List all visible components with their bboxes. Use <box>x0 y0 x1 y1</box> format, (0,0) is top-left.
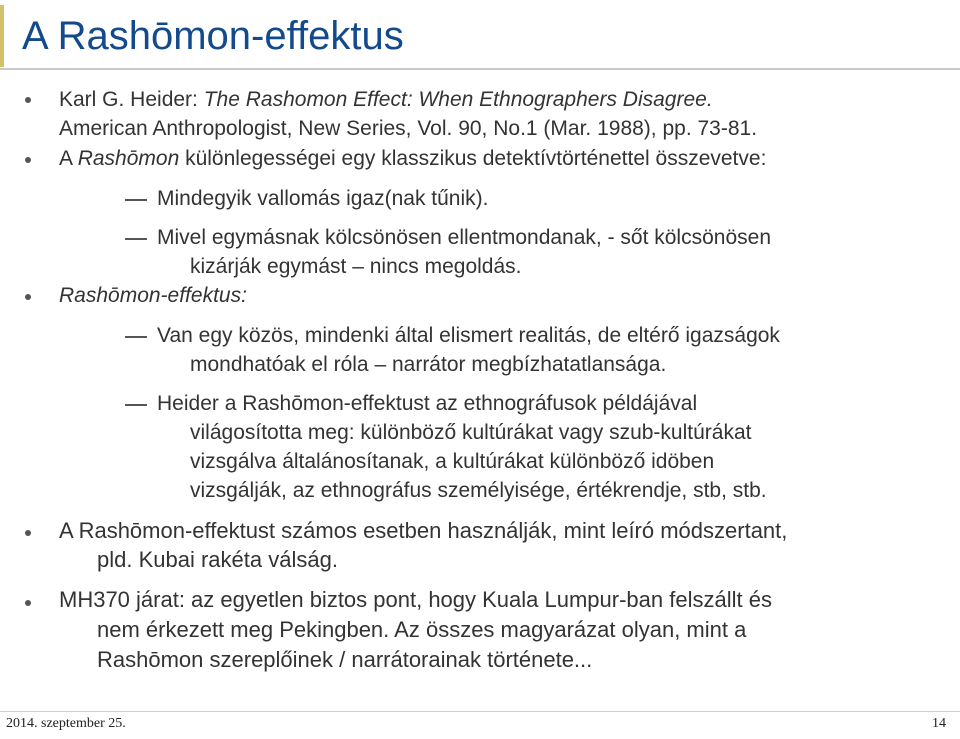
sub-2-line-1: Mivel egymásnak kölcsönösen ellentmondanak, - sőt kölcsönösen <box>157 226 771 249</box>
bullet-3-line-1: Rashōmon-effektus: <box>59 284 247 307</box>
bullet-1-line-1 <box>59 86 713 114</box>
bullet-dot-icon <box>25 530 31 536</box>
sub-4-line-2: világosította meg: különböző kultúrákat vagy szub-kultúrákat <box>190 421 752 444</box>
dash-icon <box>125 199 147 201</box>
title-accent-bar <box>0 5 4 67</box>
sub-3-line-2: mondhatóak el róla – narrátor megbízhatatlansága. <box>190 353 667 376</box>
bullet-5-line-3: Rashōmon szereplőinek / narrátorainak története... <box>97 647 593 672</box>
dash-icon <box>125 404 147 406</box>
bullet-2-text-a: A <box>59 147 78 170</box>
sub-2-line-2: kizárják egymást – nincs megoldás. <box>190 255 522 278</box>
bullet-5-line-2: nem érkezett meg Pekingben. Az összes magyarázat olyan, mint a <box>97 617 747 642</box>
sub-4-line-4: vizsgálják, az ethnográfus személyisége, értékrendje, stb, stb. <box>190 479 767 502</box>
bullet-5-line-1: MH370 járat: az egyetlen biztos pont, hogy Kuala Lumpur-ban felszállt és <box>59 587 772 612</box>
citation-title: The Rashomon Effect: When Ethnographers Disagree. <box>203 88 713 111</box>
slide-title: A Rashōmon-effektus <box>22 14 404 58</box>
footer-divider <box>0 711 960 712</box>
title-divider <box>0 68 960 70</box>
bullet-dot-icon <box>25 600 31 606</box>
bullet-4-line-2: pld. Kubai rakéta válság. <box>97 547 338 572</box>
bullet-dot-icon <box>25 157 31 163</box>
bullet-2-italic: Rashōmon <box>77 147 180 170</box>
sub-4-line-1: Heider a Rashōmon-effektust az ethnográfusok példájával <box>157 392 698 415</box>
bullet-2-line-1 <box>59 145 766 173</box>
page-number: 14 <box>932 716 946 731</box>
sub-4-line-3: vizsgálva általánosítanak, a kultúrákat különböző idöben <box>190 450 715 473</box>
citation-author: Karl G. Heider: <box>59 88 204 111</box>
bullet-4-line-1: A Rashōmon-effektust számos esetben használják, mint leíró módszertant, <box>59 518 788 543</box>
dash-icon <box>125 238 147 240</box>
sub-3-line-1: Van egy közös, mindenki által elismert realitás, de eltérő igazságok <box>157 324 780 347</box>
footer-date: 2014. szeptember 25. <box>6 716 126 731</box>
bullet-1-line-2: American Anthropologist, New Series, Vol. 90, No.1 (Mar. 1988), pp. 73-81. <box>59 117 758 140</box>
bullet-dot-icon <box>25 294 31 300</box>
sub-1-line-1: Mindegyik vallomás igaz(nak tűnik). <box>157 187 489 210</box>
bullet-2-text-b: különlegességei egy klasszikus detektívtörténettel összevetve: <box>179 147 767 170</box>
dash-icon <box>125 336 147 338</box>
bullet-dot-icon <box>25 97 31 103</box>
